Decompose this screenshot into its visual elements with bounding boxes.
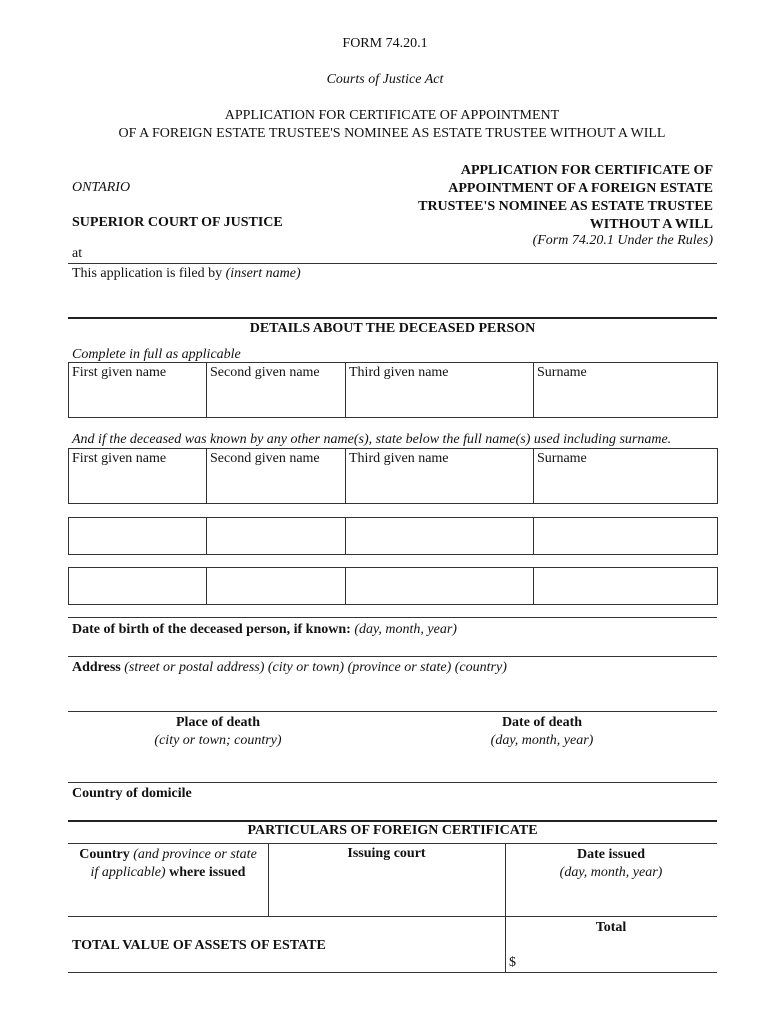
other-names-note: And if the deceased was known by any other name(s), state below the full name(s) used including surname. (72, 432, 672, 447)
form-number: FORM 74.20.1 (342, 36, 428, 51)
first-given-name-field[interactable] (69, 363, 207, 418)
alt2-second-given-name-field[interactable] (207, 518, 346, 555)
date-issued-field[interactable] (505, 846, 717, 882)
other-names-table-2 (68, 517, 718, 555)
date-issued-label: Date issued (576, 847, 646, 862)
assets-top-line (68, 916, 717, 917)
filed-by-label: This application is filed by (72, 266, 223, 281)
date-of-death-field[interactable] (392, 714, 692, 750)
rule-reference: (Form 74.20.1 Under the Rules) (532, 233, 713, 248)
dob-label: Date of birth of the deceased person, if known: (72, 622, 351, 637)
date-issued-hint: (day, month, year) (559, 865, 663, 880)
third-given-name-field[interactable] (346, 363, 534, 418)
total-value-field[interactable] (509, 955, 516, 971)
other-names-table-3 (68, 567, 718, 605)
address-row[interactable] (72, 660, 507, 676)
alt2-third-given-name-field[interactable] (346, 518, 534, 555)
issuing-court-field[interactable] (268, 846, 505, 862)
address-hint: (street or postal address) (city or town) (province or state) (country) (124, 660, 507, 675)
filed-by (72, 266, 301, 282)
col-label: First given name (72, 365, 167, 380)
date-of-death-hint: (day, month, year) (490, 733, 594, 748)
col-label: Surname (537, 451, 587, 466)
alt3-first-given-name-field[interactable] (69, 568, 207, 605)
place-of-death-label: Place of death (176, 715, 260, 730)
currency-symbol: $ (509, 955, 516, 970)
alt-surname-field[interactable] (534, 449, 718, 504)
alt2-surname-field[interactable] (534, 518, 718, 555)
foreign-cert-divider (68, 820, 717, 822)
col-label: Second given name (210, 451, 320, 466)
col-label: First given name (72, 451, 167, 466)
court-name: SUPERIOR COURT OF JUSTICE (72, 215, 283, 230)
at-line (68, 263, 717, 264)
deceased-name-table (68, 362, 718, 418)
col-label: Third given name (349, 451, 449, 466)
address-top-line (68, 656, 717, 657)
country-label: Country (79, 847, 130, 862)
section-divider (68, 317, 717, 319)
dob-top-line (68, 617, 717, 618)
alt-first-given-name-field[interactable] (69, 449, 207, 504)
dob-row[interactable] (72, 622, 457, 638)
death-top-line (68, 711, 717, 712)
total-label: Total (595, 920, 627, 935)
col-label: Surname (537, 365, 587, 380)
at-label: at (72, 246, 83, 261)
alt3-second-given-name-field[interactable] (207, 568, 346, 605)
alt2-first-given-name-field[interactable] (69, 518, 207, 555)
act-name: Courts of Justice Act (326, 72, 444, 87)
place-of-death-hint: (city or town; country) (154, 733, 282, 748)
second-given-name-field[interactable] (207, 363, 346, 418)
date-of-death-label: Date of death (501, 715, 583, 730)
alt3-third-given-name-field[interactable] (346, 568, 534, 605)
right-title: APPLICATION FOR CERTIFICATE OF APPOINTMENT OF A FOREIGN ESTATE TRUSTEE'S NOMINEE AS ESTATE TRUSTEE WITHOUT A WILL (418, 163, 713, 232)
foreign-cert-title: PARTICULARS OF FOREIGN CERTIFICATE (247, 823, 538, 838)
filed-by-hint: (insert name) (225, 266, 301, 281)
country-hint2: if applicable) (90, 865, 166, 880)
alt-third-given-name-field[interactable] (346, 449, 534, 504)
province-label: ONTARIO (72, 180, 131, 195)
country-label2: where issued (169, 865, 246, 880)
complete-note: Complete in full as applicable (72, 347, 241, 362)
country-issued-field[interactable] (68, 846, 268, 882)
alt-second-given-name-field[interactable] (207, 449, 346, 504)
issuing-court-label: Issuing court (347, 846, 426, 861)
col-label: Second given name (210, 365, 320, 380)
total-assets-label: TOTAL VALUE OF ASSETS OF ESTATE (72, 938, 326, 953)
dob-hint: (day, month, year) (354, 622, 457, 637)
domicile-label[interactable]: Country of domicile (72, 786, 192, 801)
country-hint: (and province or state (133, 847, 257, 862)
deceased-section-title: DETAILS ABOUT THE DECEASED PERSON (249, 321, 536, 336)
address-label: Address (72, 660, 121, 675)
form-title-line2: OF A FOREIGN ESTATE TRUSTEE'S NOMINEE AS ESTATE TRUSTEE WITHOUT A WILL (118, 126, 666, 141)
domicile-top-line (68, 782, 717, 783)
alt3-surname-field[interactable] (534, 568, 718, 605)
assets-bottom-line (68, 972, 717, 973)
other-names-table-1 (68, 448, 718, 504)
surname-field[interactable] (534, 363, 718, 418)
foreign-cert-header-line (68, 843, 717, 844)
place-of-death-field[interactable] (68, 714, 368, 750)
col-label: Third given name (349, 365, 449, 380)
form-title-line1: APPLICATION FOR CERTIFICATE OF APPOINTMENT (224, 108, 560, 123)
